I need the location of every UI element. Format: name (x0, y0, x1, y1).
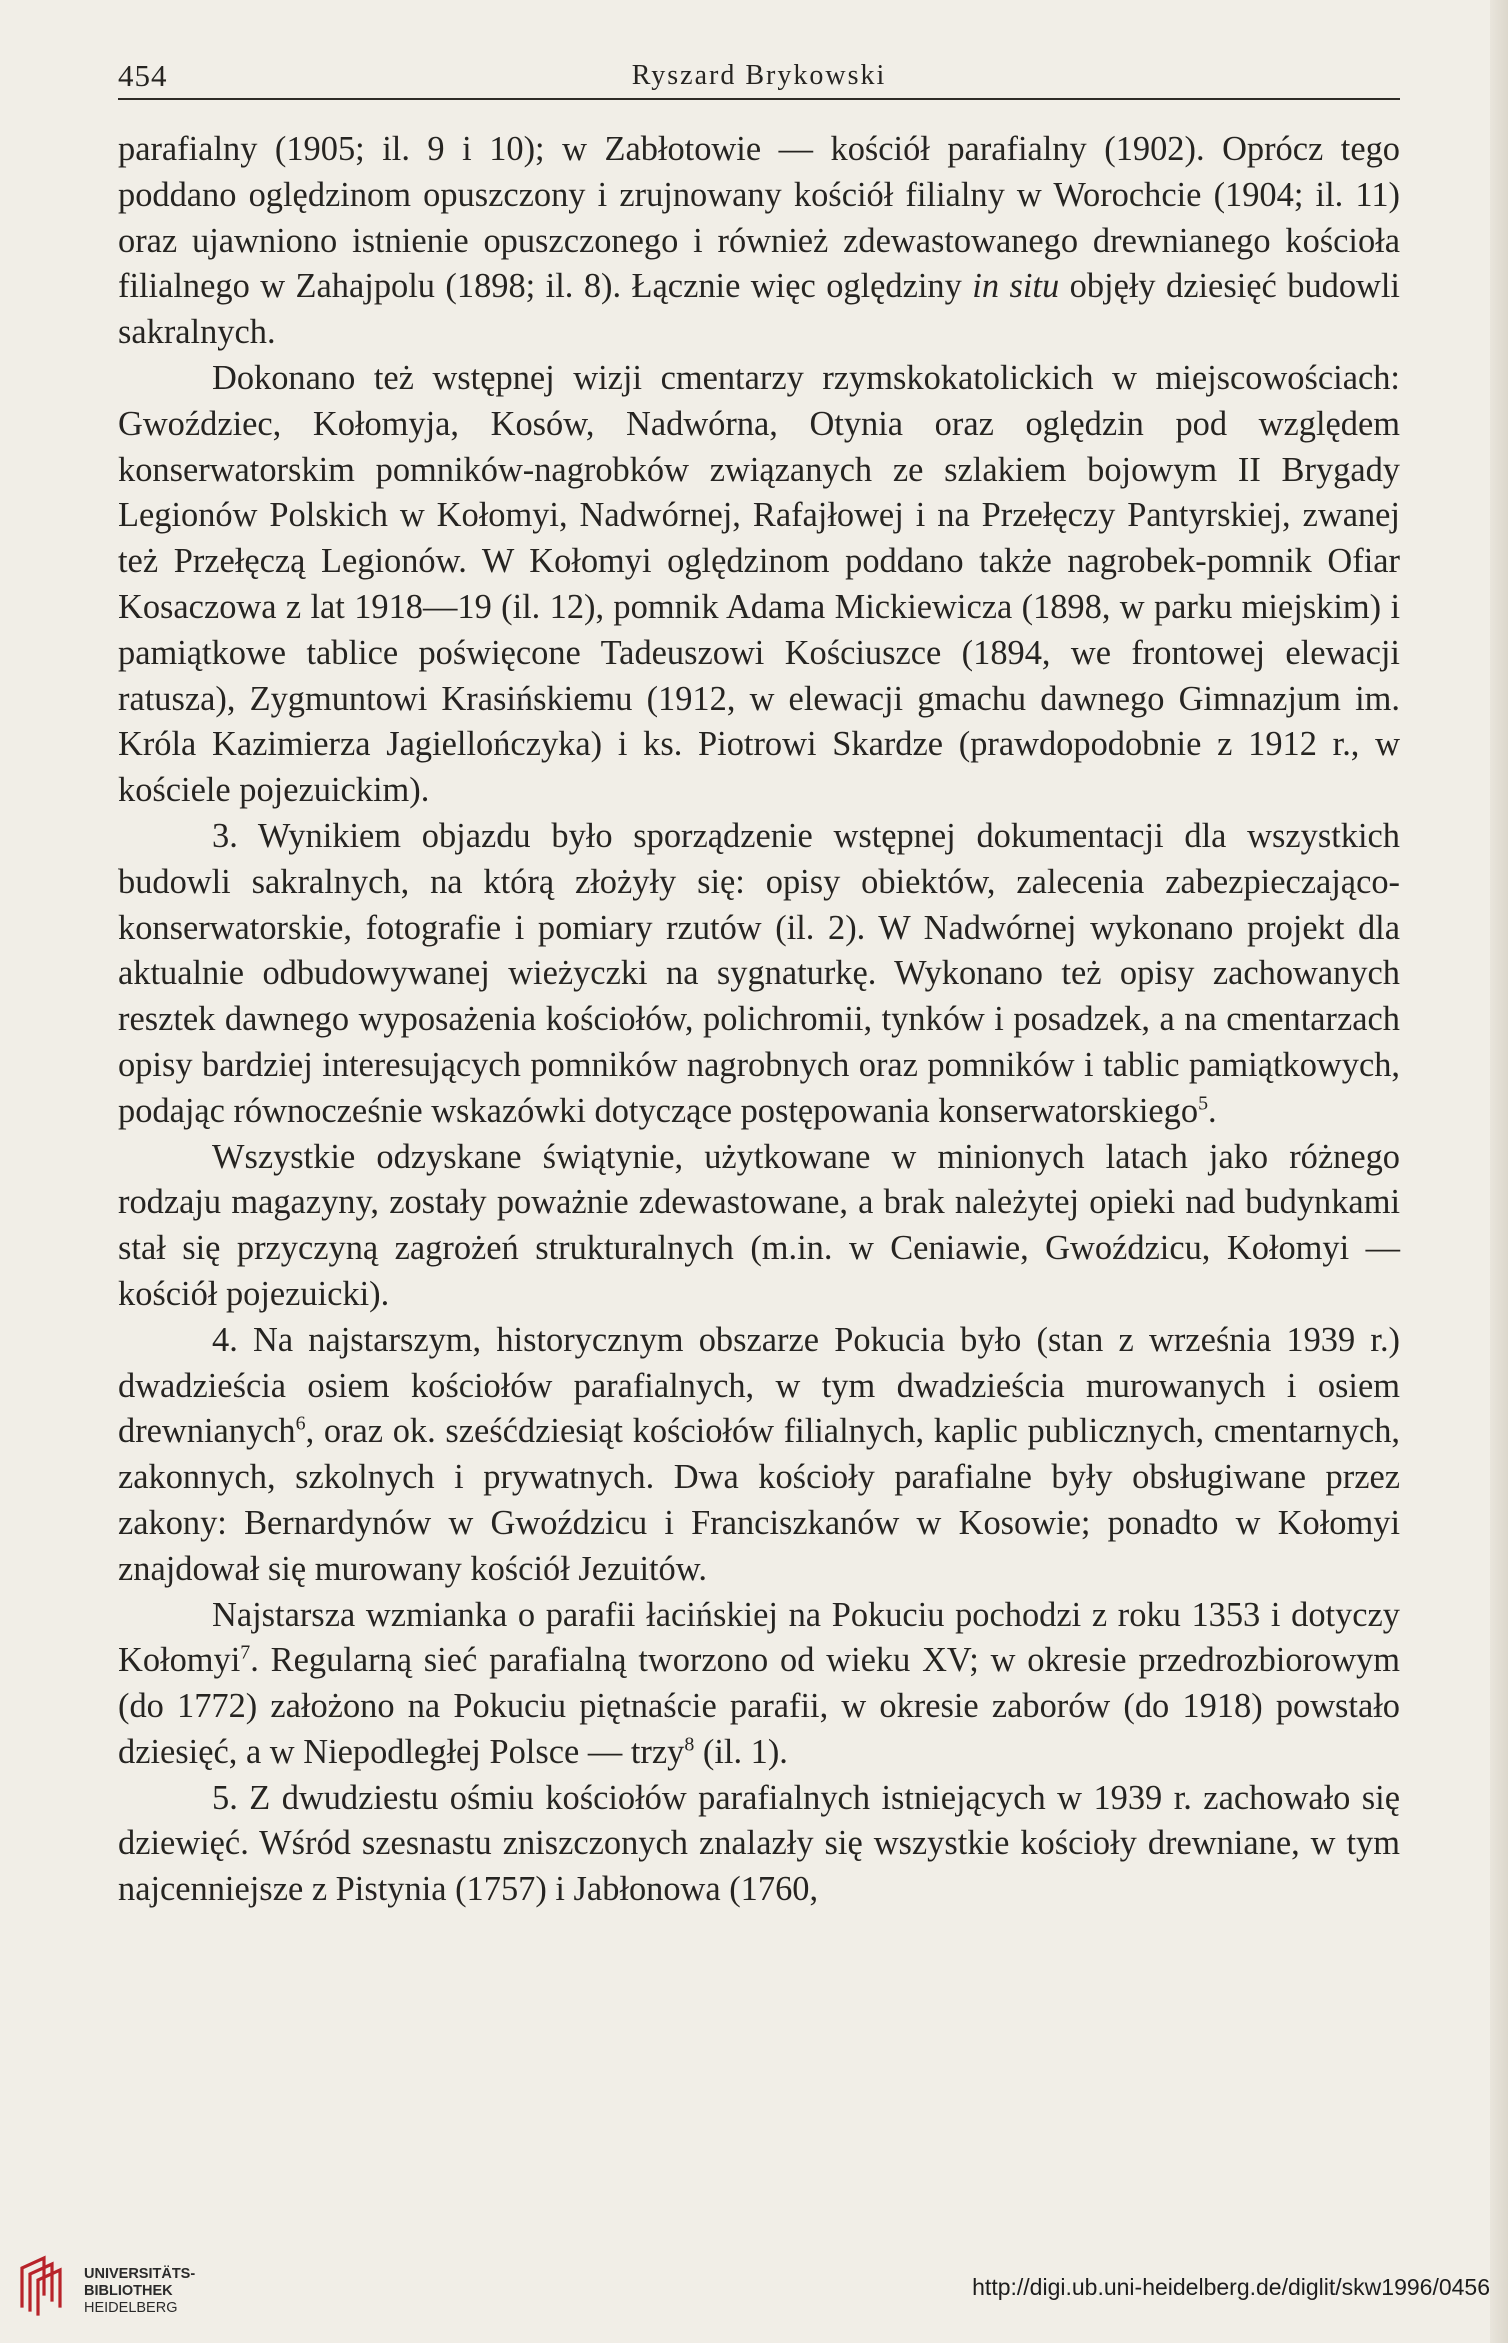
paragraph-text: . (1208, 1091, 1217, 1130)
library-logo-icon (14, 2254, 70, 2316)
library-name-line: HEIDELBERG (84, 2300, 178, 2316)
italic-term: in situ (972, 267, 1060, 306)
footnote-ref: 8 (684, 1733, 695, 1756)
footnote-ref: 5 (1198, 1092, 1209, 1115)
paragraph-6 (118, 1593, 1400, 1776)
paragraph-7 (118, 1776, 1400, 1913)
page-number: 454 (118, 58, 168, 93)
paragraph-text: parafialny (1905; il. 9 i 10); w Zabłotowie — kościół parafialny (1902). Oprócz tego poddano oględzinom opuszczony i zrujnowany kościół filialny w Worochcie (1904; il. 11) oraz ujawniono istnienie opuszczonego i również zdewastowanego drewnianego kościoła filialnego w Zahajpolu (1898; il. 8). Łącznie więc oględziny (118, 130, 1400, 306)
paragraph-text: objęły dziesięć budowli sakralnych. (118, 267, 1400, 352)
paragraph-2 (118, 356, 1400, 814)
footnote-ref: 7 (240, 1641, 251, 1664)
paragraph-3 (118, 814, 1400, 1135)
header-rule (118, 98, 1400, 100)
running-title: Ryszard Brykowski (631, 60, 887, 91)
footnote-ref: 6 (295, 1412, 306, 1435)
paragraph-text: Najstarsza wzmianka o parafii łacińskiej na Pokuciu pochodzi z roku 1353 i dotyczy Kołomyi (118, 1595, 1400, 1680)
page-header (118, 54, 1400, 98)
page-footer (0, 2230, 1490, 2343)
paragraph-text: . Regularną sieć parafialną tworzono od wieku XV; w okresie przedrozbiorowym (do 1772) założono na Pokuciu piętnaście parafii, w okresie zaborów (do 1918) powstało dziesięć, a w Niepodległej Polsce — trzy (118, 1641, 1400, 1771)
paragraph-text: Wszystkie odzyskane świątynie, użytkowane w minionych latach jako różnego rodzaju magazyny, zostały poważnie zdewastowane, a brak należytej opieki nad budynkami stał się przyczyną zagrożeń strukturalnych (m.in. w Ceniawie, Gwoździcu, Kołomyi — kościół pojezuicki). (118, 1137, 1400, 1313)
paragraph-text: 3. Wynikiem objazdu było sporządzenie wstępnej dokumentacji dla wszystkich budowli sakralnych, na którą złożyły się: opisy obiektów, zalecenia zabezpieczająco-konserwatorskie, fotografie i pomiary rzutów (il. 2). W Nadwórnej wykonano projekt dla aktualnie odbudowywanej wieżyczki na sygnaturkę. Wykonano też opisy zachowanych resztek dawnego wyposażenia kościołów, polichromii, tynków i posadzek, a na cmentarzach opisy bardziej interesujących pomników nagrobnych oraz pomników i tablic pamiątkowych, podając równocześnie wskazówki dotyczące postępowania konserwatorskiego (118, 816, 1400, 1130)
library-name-line: BIBLIOTHEK (84, 2283, 173, 2299)
paragraph-text: (il. 1). (694, 1732, 788, 1771)
library-name (84, 2266, 195, 2317)
body-text (118, 127, 1400, 1913)
paragraph-1 (118, 127, 1400, 356)
paragraph-5 (118, 1318, 1400, 1593)
paragraph-4 (118, 1135, 1400, 1318)
source-url-link[interactable]: http://digi.ub.uni-heidelberg.de/diglit/skw1996/0456 (972, 2274, 1490, 2300)
paragraph-text: , oraz ok. sześćdziesiąt kościołów filialnych, kaplic publicznych, cmentarnych, zakonnych, szkolnych i prywatnych. Dwa kościoły parafialne były obsługiwane przez zakony: Bernardynów w Gwoździcu i Franciszkanów w Kosowie; ponadto w Kołomyi znajdował się murowany kościół Jezuitów. (118, 1412, 1400, 1588)
paragraph-text: 5. Z dwudziestu ośmiu kościołów parafialnych istniejących w 1939 r. zachowało się dziewięć. Wśród szesnastu zniszczonych znalazły się wszystkie kościoły drewniane, w tym najcenniejsze z Pistynia (1757) i Jabłonowa (1760, (118, 1778, 1400, 1909)
library-name-line: UNIVERSITÄTS- (84, 2266, 196, 2282)
paragraph-text: 4. Na najstarszym, historycznym obszarze Pokucia było (stan z września 1939 r.) dwadzieścia osiem kościołów parafialnych, w tym dwadzieścia murowanych i osiem drewnianych (118, 1320, 1400, 1451)
page-edge (1490, 0, 1508, 2343)
paragraph-text: Dokonano też wstępnej wizji cmentarzy rzymskokatolickich w miejscowościach: Gwoździec, Kołomyja, Kosów, Nadwórna, Otynia oraz oględzin pod względem konserwatorskim pomników-nagrobków związanych ze szlakiem bojowym II Brygady Legionów Polskich w Kołomyi, Nadwórnej, Rafajłowej i na Przełęczy Pantyrskiej, zwanej też Przełęczą Legionów. W Kołomyi oględzinom poddano także nagrobek-pomnik Ofiar Kosaczowa z lat 1918—19 (il. 12), pomnik Adama Mickiewicza (1898, w parku miejskim) i pamiątkowe tablice poświęcone Tadeuszowi Kościuszce (1894, we frontowej elewacji ratusza), Zygmuntowi Krasińskiemu (1912, w elewacji gmachu dawnego Gimnazjum im. Króla Kazimierza Jagiellończyka) i ks. Piotrowi Skardze (prawdopodobnie z 1912 r., w kościele pojezuickim). (118, 358, 1400, 810)
